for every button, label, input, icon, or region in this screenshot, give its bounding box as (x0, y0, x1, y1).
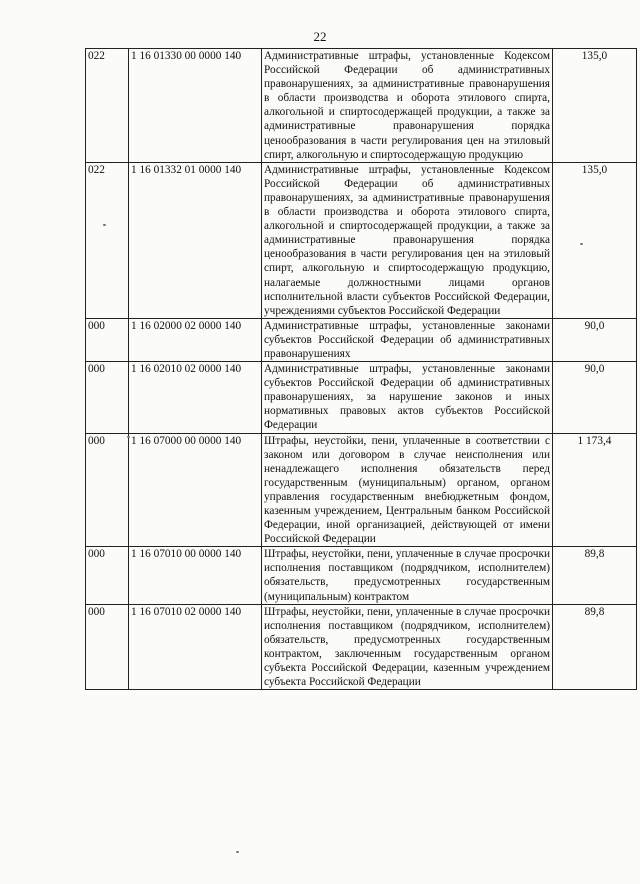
scan-speck (103, 224, 106, 226)
amount-cell: 135,0 (553, 162, 637, 318)
amount-cell: 1 173,4 (553, 433, 637, 547)
amount-cell: 135,0 (553, 49, 637, 163)
budget-classification-code-cell: 1 16 07010 00 0000 140 (129, 547, 262, 604)
revenue-name-cell: Штрафы, неустойки, пени, уплаченные в соответствии с законом или договором в случае неисполнения или ненадлежащего исполнения обязательств перед государственным (муниципальным) органом, органом управления государственным внебюджетным фондом, казенным учреждением, Центральным банком Российской Федерации, иной организацией, действующей от имени Российской Федерации (262, 433, 553, 547)
table-row (86, 362, 637, 433)
table-row (86, 162, 637, 318)
budget-classification-code-cell: 1 16 01330 00 0000 140 (129, 49, 262, 163)
amount-cell: 89,8 (553, 547, 637, 604)
revenue-name-cell: Административные штрафы, установленные законами субъектов Российской Федерации об административных правонарушениях, за нарушение законов и иных нормативных правовых актов субъектов Российской Федерации (262, 362, 553, 433)
budget-revenue-table (85, 48, 637, 690)
budget-classification-code-cell: 1 16 01332 01 0000 140 (129, 162, 262, 318)
budget-classification-code-cell: 1 16 02010 02 0000 140 (129, 362, 262, 433)
table-row (86, 49, 637, 163)
budget-classification-code-cell: 1 16 07000 00 0000 140 (129, 433, 262, 547)
admin-code-cell: 022 (86, 162, 129, 318)
table-row (86, 433, 637, 547)
page-number: 22 (313, 29, 327, 44)
admin-code-cell: 000 (86, 547, 129, 604)
scan-speck (580, 243, 583, 245)
admin-code-cell: 000 (86, 362, 129, 433)
budget-classification-code-cell: 1 16 02000 02 0000 140 (129, 318, 262, 361)
revenue-name-cell: Штрафы, неустойки, пени, уплаченные в случае просрочки исполнения поставщиком (подрядчиком, исполнителем) обязательств, предусмотренных государственным контрактом, заключенным государственным органом субъекта Российской Федерации, казенным учреждением субъекта Российской Федерации (262, 604, 553, 690)
revenue-name-cell: Административные штрафы, установленные Кодексом Российской Федерации об административных правонарушениях, за административные правонарушения в области производства и оборота этилового спирта, алкогольной и спиртосодержащей продукции, а также за административные правонарушения порядка ценообразования в части регулирования цен на этиловый спирт, алкогольную и спиртосодержащую продукцию (262, 49, 553, 163)
amount-cell: 89,8 (553, 604, 637, 690)
scan-speck (127, 436, 130, 438)
table-row (86, 547, 637, 604)
admin-code-cell: 000 (86, 604, 129, 690)
admin-code-cell: 000 (86, 318, 129, 361)
admin-code-cell: 000 (86, 433, 129, 547)
amount-cell: 90,0 (553, 318, 637, 361)
revenue-name-cell: Административные штрафы, установленные Кодексом Российской Федерации об административных правонарушениях, за административные правонарушения в области производства и оборота этилового спирта, алкогольной и спиртосодержащей продукции, а также за административные правонарушения порядка ценообразования в части регулирования цен на этиловый спирт, алкогольную и спиртосодержащую продукцию, налагаемые должностными лицами органов исполнительной власти субъектов Российской Федерации, учреждениями субъектов Российской Федерации (262, 162, 553, 318)
budget-classification-code-cell: 1 16 07010 02 0000 140 (129, 604, 262, 690)
table-row (86, 318, 637, 361)
revenue-name-cell: Административные штрафы, установленные законами субъектов Российской Федерации об административных правонарушениях (262, 318, 553, 361)
table-row (86, 604, 637, 690)
admin-code-cell: 022 (86, 49, 129, 163)
revenue-name-cell: Штрафы, неустойки, пени, уплаченные в случае просрочки исполнения поставщиком (подрядчиком, исполнителем) обязательств, предусмотренных государственным (муниципальным) контрактом (262, 547, 553, 604)
amount-cell: 90,0 (553, 362, 637, 433)
scan-speck (236, 851, 239, 853)
